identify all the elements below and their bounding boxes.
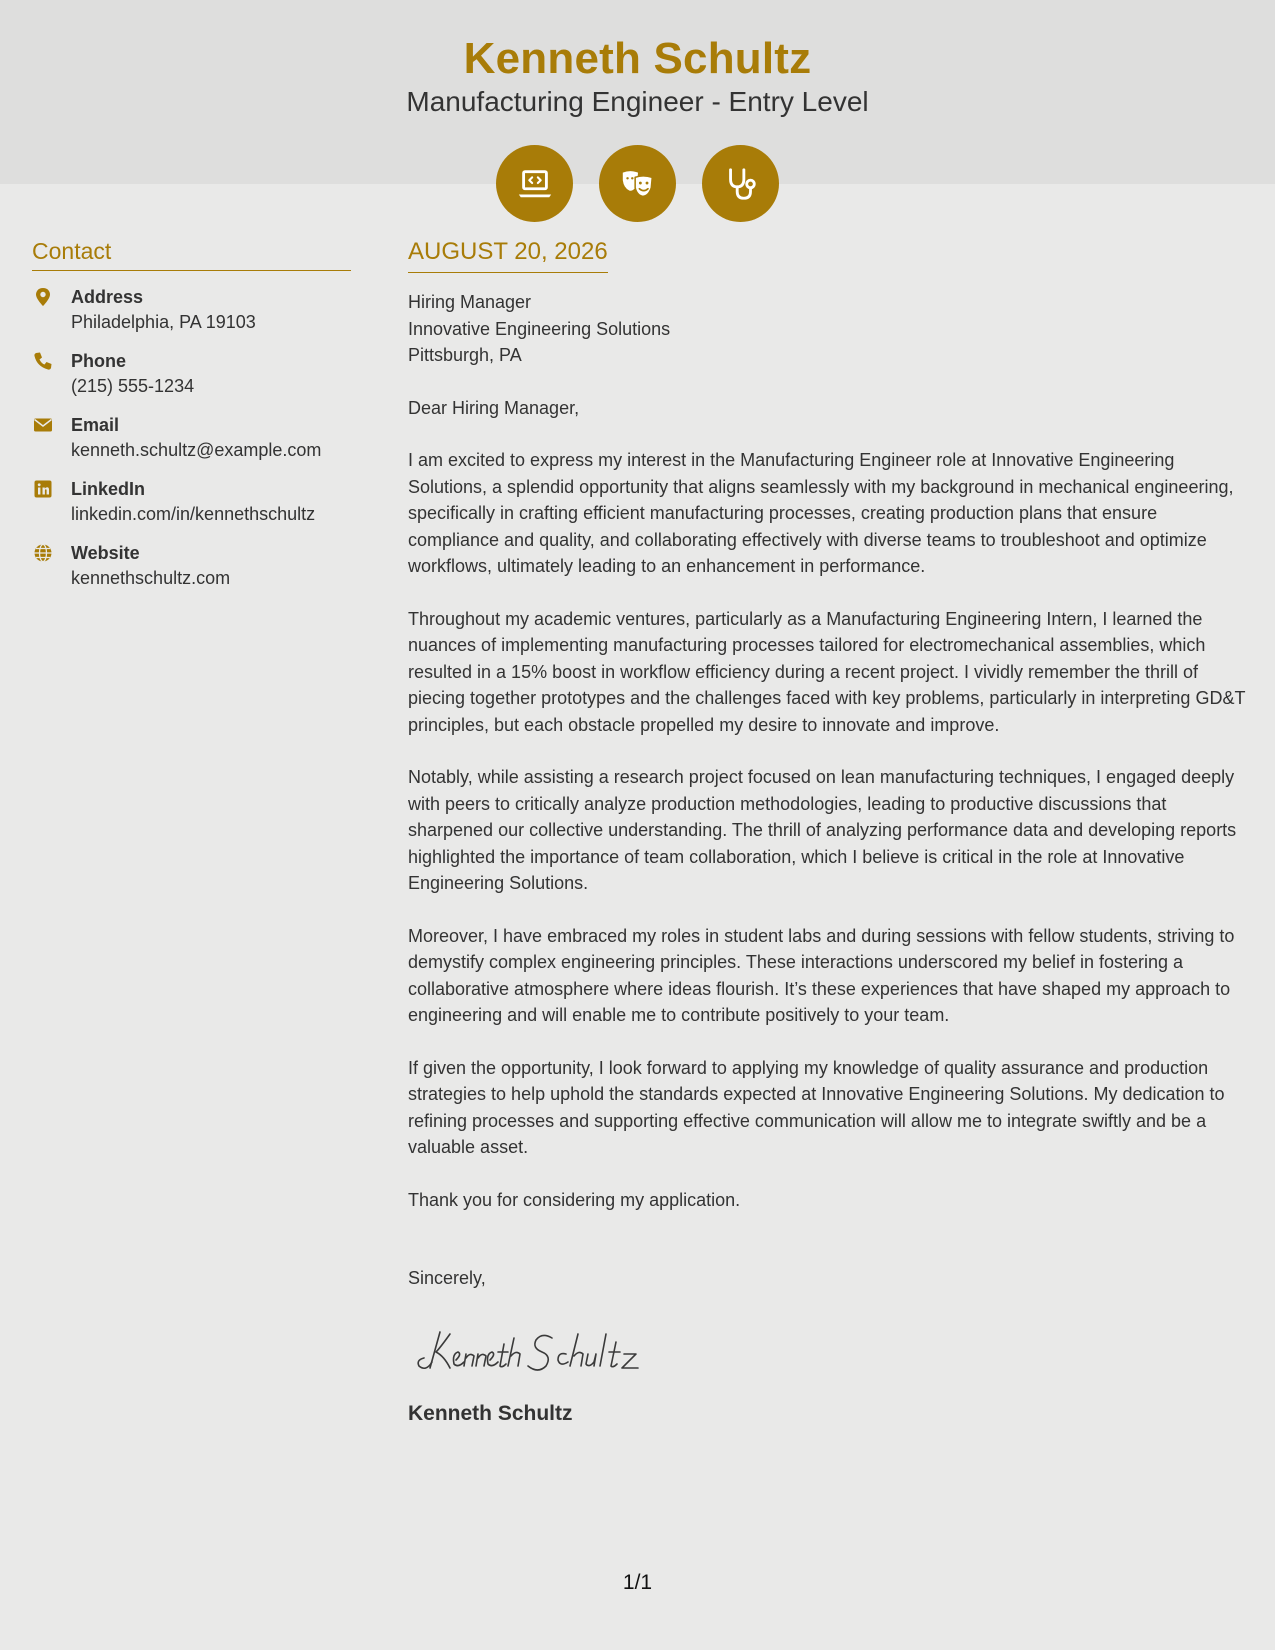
map-marker-icon (33, 287, 53, 307)
contact-value: Philadelphia, PA 19103 (71, 312, 256, 332)
greeting: Dear Hiring Manager, (408, 397, 580, 418)
linkedin-icon (33, 479, 53, 499)
phone-icon (33, 351, 53, 371)
paragraph: Moreover, I have embraced my roles in student labs and during sessions with fellow students, striving to demystify complex engineering principles. These interactions underscored my belief in fostering a collaborative atmosphere where ideas flourish. It’s these experiences that have shaped my approach to engineering and will enable me to contribute positively to your team. (408, 925, 1235, 1025)
candidate-name: Kenneth Schultz (463, 34, 812, 83)
paragraph: I am excited to express my interest in the Manufacturing Engineer role at Innovative Engineering Solutions, a splendid opportunity that aligns seamlessly with my background in mechanical engineering, specifically in crafting efficient manufacturing processes, creating production plans that ensure compliance and quality, and collaborating effectively with diverse teams to troubleshoot and optimize workflows, ultimately leading to an enhancement in performance. (408, 450, 1234, 576)
paragraph: Notably, while assisting a research project focused on lean manufacturing techniques, I engaged deeply with peers to critically analyze production methodologies, leading to productive discussions that sharpened our collective understanding. The thrill of analyzing performance data and developing reports highlighted the importance of team collaboration, which I believe is critical in the role at Innovative Engineering Solutions. (408, 767, 1237, 893)
contact-label: Email (71, 415, 120, 435)
contact-address (32, 285, 351, 335)
globe-icon (33, 543, 53, 563)
job-title: Manufacturing Engineer - Entry Level (406, 86, 869, 117)
handwritten-signature (414, 1320, 1250, 1380)
page-number: 1/1 (622, 1571, 653, 1594)
contact-value: linkedin.com/in/kennethschultz (71, 504, 316, 524)
recipient-name: Hiring Manager (408, 292, 532, 312)
contact-sidebar (32, 238, 351, 591)
theater-masks-icon (599, 145, 676, 222)
contact-heading: Contact (32, 238, 351, 271)
recipient-company: Innovative Engineering Solutions (408, 318, 671, 339)
contact-label: Phone (71, 351, 127, 371)
paragraph: Throughout my academic ventures, particularly as a Manufacturing Engineering Intern, I learned the nuances of implementing manufacturing processes tailored for electromechanical assemblies, which resulted in a 15% boost in workflow efficiency during a recent project. I vividly remember the thrill of piecing together prototypes and the challenges faced with key problems, particularly in interpreting GD&T principles, but each obstacle propelled my desire to innovate and improve. (408, 608, 1246, 735)
contact-value: kennethschultz.com (71, 568, 231, 588)
contact-email (32, 413, 351, 463)
contact-label: Address (71, 287, 144, 307)
stethoscope-icon (702, 145, 779, 222)
contact-value: (215) 555-1234 (71, 376, 195, 396)
letter-date: AUGUST 20, 2026 (408, 238, 608, 273)
header-icons (496, 145, 779, 222)
contact-linkedin (32, 477, 351, 527)
closing: Sincerely, (408, 1268, 486, 1288)
envelope-icon (33, 415, 53, 435)
letter-body (408, 238, 1250, 1426)
recipient-location: Pittsburgh, PA (408, 345, 522, 365)
contact-website (32, 541, 351, 591)
recipient-block (408, 289, 1250, 369)
contact-phone (32, 349, 351, 399)
signer-name: Kenneth Schultz (408, 1401, 573, 1425)
paragraph: Thank you for considering my application. (408, 1189, 741, 1210)
contact-value: kenneth.schultz@example.com (71, 440, 322, 460)
contact-label: LinkedIn (71, 479, 146, 499)
contact-label: Website (71, 543, 140, 563)
paragraph: If given the opportunity, I look forward to applying my knowledge of quality assurance and production strategies to help uphold the standards expected at Innovative Engineering Solutions. My dedication to refining processes and supporting effective communication will allow me to integrate swiftly and be a valuable asset. (408, 1057, 1225, 1157)
laptop-code-icon (496, 145, 573, 222)
